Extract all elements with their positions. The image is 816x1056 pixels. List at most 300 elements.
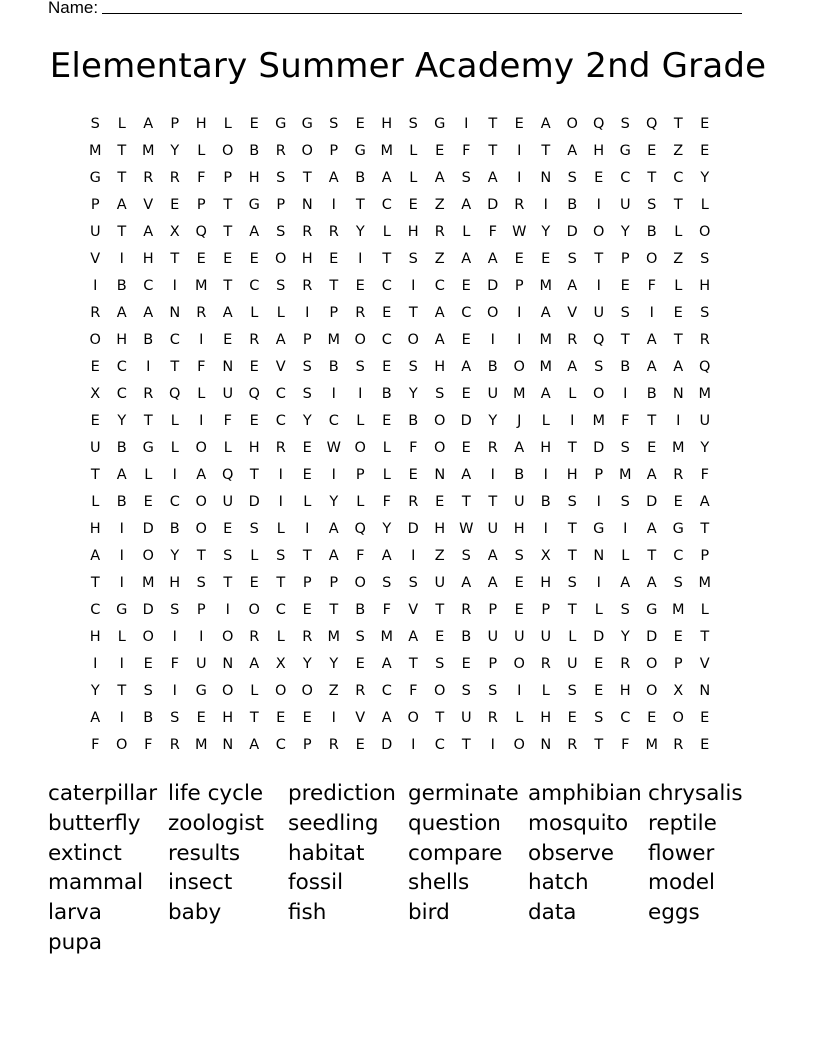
grid-letter: S (514, 548, 524, 564)
grid-letter: E (700, 710, 710, 726)
grid-letter: C (673, 170, 684, 186)
grid-letter: I (411, 548, 416, 564)
grid-letter: U (513, 494, 525, 510)
grid-letter: S (408, 575, 418, 591)
word-bank (48, 779, 768, 958)
grid-letter: P (541, 602, 551, 618)
grid-letter: S (594, 359, 604, 375)
grid-letter: T (673, 197, 683, 213)
name-underline (102, 12, 742, 14)
grid-letter: P (196, 602, 206, 618)
word-bank-item: fossil (288, 870, 344, 896)
grid-letter: B (567, 197, 578, 213)
grid-letter: R (434, 224, 445, 240)
grid-letter: G (195, 683, 207, 699)
grid-letter: I (119, 575, 124, 591)
grid-letter: P (196, 197, 206, 213)
grid-letter: A (487, 575, 498, 591)
grid-letter: I (119, 251, 124, 267)
grid-letter: I (331, 467, 336, 483)
grid-letter: V (355, 710, 366, 726)
grid-letter: M (539, 332, 552, 348)
grid-letter: A (222, 305, 233, 321)
grid-letter: U (540, 629, 552, 645)
grid-letter: B (487, 359, 498, 375)
grid-letter: Y (382, 521, 392, 537)
grid-letter: P (223, 170, 233, 186)
grid-letter: P (329, 305, 339, 321)
grid-letter: C (275, 737, 286, 753)
grid-letter: S (276, 224, 286, 240)
grid-letter: A (540, 386, 551, 402)
grid-letter: V (408, 602, 419, 618)
grid-letter: C (143, 278, 154, 294)
grid-letter: Y (408, 386, 418, 402)
grid-letter: E (700, 116, 710, 132)
grid-letter: L (594, 602, 603, 618)
grid-letter: A (116, 305, 127, 321)
grid-letter: I (596, 575, 601, 591)
grid-letter: X (169, 224, 180, 240)
grid-letter: O (354, 575, 366, 591)
grid-letter: V (90, 251, 101, 267)
grid-letter: A (673, 359, 684, 375)
word-bank-item: mosquito (528, 810, 629, 836)
grid-letter: T (90, 467, 100, 483)
grid-letter: C (169, 494, 180, 510)
grid-letter: S (329, 116, 339, 132)
grid-letter: G (89, 170, 101, 186)
grid-letter: A (620, 575, 631, 591)
grid-letter: V (275, 359, 286, 375)
grid-letter: A (381, 170, 392, 186)
grid-letter: E (700, 737, 710, 753)
grid-letter: R (487, 440, 498, 456)
grid-letter: M (380, 143, 393, 159)
grid-letter: A (434, 305, 445, 321)
grid-letter: T (647, 548, 657, 564)
grid-letter: I (464, 116, 469, 132)
grid-letter: L (356, 413, 365, 429)
grid-letter: L (91, 494, 100, 510)
grid-letter: D (593, 440, 605, 456)
grid-letter: O (434, 440, 446, 456)
grid-letter: Y (488, 413, 498, 429)
grid-letter: F (621, 737, 630, 753)
grid-letter: F (197, 170, 206, 186)
grid-letter: S (620, 305, 630, 321)
grid-letter: O (513, 737, 525, 753)
grid-letter: N (222, 656, 234, 672)
grid-letter: B (540, 494, 551, 510)
grid-letter: N (672, 386, 684, 402)
grid-letter: T (488, 116, 498, 132)
grid-letter: L (223, 440, 232, 456)
grid-letter: N (222, 737, 234, 753)
grid-letter: E (249, 359, 259, 375)
grid-letter: E (514, 602, 524, 618)
grid-letter: I (358, 386, 363, 402)
grid-letter: T (223, 197, 233, 213)
grid-letter: R (514, 197, 525, 213)
grid-letter: N (540, 737, 552, 753)
grid-letter: E (514, 251, 524, 267)
grid-letter: U (195, 656, 207, 672)
grid-letter: F (700, 467, 709, 483)
grid-letter: E (143, 656, 153, 672)
grid-letter: C (169, 332, 180, 348)
grid-letter: B (169, 521, 180, 537)
grid-letter: R (275, 143, 286, 159)
grid-letter: E (541, 251, 551, 267)
grid-letter: X (673, 683, 684, 699)
grid-letter: M (698, 575, 711, 591)
grid-letter: E (382, 359, 392, 375)
grid-letter: P (594, 467, 604, 483)
grid-letter: E (700, 143, 710, 159)
grid-letter: P (302, 332, 312, 348)
grid-letter: I (199, 629, 204, 645)
grid-letter: Q (195, 224, 207, 240)
grid-letter: D (487, 197, 499, 213)
grid-letter: F (462, 143, 471, 159)
word-bank-item: extinct (48, 840, 122, 866)
grid-letter: S (249, 521, 259, 537)
grid-letter: C (381, 332, 392, 348)
grid-letter: Q (593, 332, 605, 348)
grid-letter: T (355, 197, 365, 213)
grid-letter: E (355, 737, 365, 753)
grid-letter: T (117, 170, 127, 186)
grid-letter: I (543, 467, 548, 483)
word-bank-item: compare (408, 840, 503, 866)
grid-letter: S (461, 548, 471, 564)
grid-letter: U (699, 413, 711, 429)
grid-letter: I (490, 467, 495, 483)
grid-letter: E (461, 656, 471, 672)
grid-letter: T (620, 332, 630, 348)
grid-letter: N (169, 305, 181, 321)
grid-letter: E (461, 278, 471, 294)
grid-letter: U (222, 386, 234, 402)
grid-letter: F (91, 737, 100, 753)
grid-letter: S (673, 575, 683, 591)
grid-letter: T (435, 602, 445, 618)
grid-letter: W (326, 440, 341, 456)
grid-letter: O (354, 440, 366, 456)
grid-letter: T (488, 143, 498, 159)
grid-letter: G (354, 143, 366, 159)
grid-letter: I (358, 251, 363, 267)
grid-letter: S (170, 710, 180, 726)
grid-letter: O (354, 332, 366, 348)
grid-letter: A (249, 737, 260, 753)
grid-letter: R (143, 386, 154, 402)
grid-letter: C (381, 278, 392, 294)
grid-letter: L (541, 683, 550, 699)
grid-letter: I (119, 548, 124, 564)
grid-letter: A (461, 197, 472, 213)
grid-letter: A (540, 305, 551, 321)
grid-letter: O (275, 251, 287, 267)
grid-letter: I (278, 467, 283, 483)
grid-letter: A (461, 359, 472, 375)
grid-letter: R (328, 737, 339, 753)
grid-letter: O (646, 656, 658, 672)
grid-letter: L (144, 467, 153, 483)
grid-letter: R (302, 224, 313, 240)
grid-letter: T (249, 467, 259, 483)
grid-letter: M (327, 629, 340, 645)
grid-letter: O (142, 629, 154, 645)
grid-letter: L (223, 116, 232, 132)
grid-letter: S (435, 386, 445, 402)
grid-letter: U (89, 224, 101, 240)
word-bank-item: zoologist (168, 810, 264, 836)
grid-letter: P (276, 197, 286, 213)
grid-letter: Y (541, 224, 551, 240)
grid-letter: L (382, 467, 391, 483)
grid-letter: Q (593, 116, 605, 132)
grid-letter: Y (302, 656, 312, 672)
grid-letter: D (487, 278, 499, 294)
grid-letter: M (194, 278, 208, 294)
grid-letter: F (488, 224, 497, 240)
grid-letter: A (408, 629, 419, 645)
grid-letter: Q (222, 467, 234, 483)
grid-letter: O (434, 413, 446, 429)
grid-letter: H (540, 710, 552, 726)
grid-letter: X (540, 548, 551, 564)
grid-letter: M (141, 575, 155, 591)
grid-letter: I (623, 521, 628, 537)
grid-letter: L (197, 386, 206, 402)
grid-letter: E (355, 278, 365, 294)
grid-letter: M (592, 413, 605, 429)
grid-letter: L (700, 197, 709, 213)
grid-letter: O (646, 251, 658, 267)
grid-letter: L (568, 629, 577, 645)
grid-letter: R (302, 278, 313, 294)
grid-letter: E (461, 332, 471, 348)
name-label: Name: (48, 0, 99, 17)
grid-letter: Y (329, 656, 339, 672)
grid-letter: L (303, 494, 312, 510)
grid-letter: L (515, 710, 524, 726)
grid-letter: T (567, 521, 577, 537)
grid-letter: C (116, 386, 127, 402)
grid-letter: Q (169, 386, 181, 402)
grid-letter: U (222, 494, 234, 510)
grid-letter: G (672, 521, 684, 537)
grid-letter: R (355, 305, 366, 321)
grid-letter: T (488, 494, 498, 510)
word-bank-item: shells (408, 870, 470, 896)
grid-letter: M (327, 332, 340, 348)
grid-letter: S (620, 440, 630, 456)
grid-letter: D (381, 737, 393, 753)
grid-letter: B (646, 386, 657, 402)
grid-letter: R (169, 737, 180, 753)
grid-letter: H (381, 116, 393, 132)
grid-letter: S (620, 494, 630, 510)
grid-letter: B (381, 386, 392, 402)
grid-letter: U (487, 386, 499, 402)
grid-letter: Y (355, 224, 365, 240)
name-field (48, 0, 742, 18)
grid-letter: G (646, 602, 658, 618)
grid-letter: A (196, 467, 207, 483)
grid-letter: H (222, 710, 234, 726)
grid-letter: U (89, 440, 101, 456)
grid-letter: T (673, 116, 683, 132)
grid-letter: F (382, 494, 391, 510)
grid-letter: T (276, 575, 286, 591)
grid-letter: E (673, 305, 683, 321)
grid-letter: E (302, 710, 312, 726)
grid-letter: S (488, 683, 498, 699)
grid-letter: A (699, 494, 710, 510)
grid-letter: P (302, 575, 312, 591)
grid-letter: U (460, 710, 472, 726)
grid-letter: S (355, 359, 365, 375)
grid-letter: I (172, 278, 177, 294)
grid-letter: L (462, 224, 471, 240)
grid-letter: I (543, 197, 548, 213)
grid-letter: B (408, 413, 419, 429)
grid-letter: T (647, 413, 657, 429)
grid-letter: R (169, 170, 180, 186)
grid-letter: A (381, 656, 392, 672)
grid-letter: O (195, 521, 207, 537)
grid-letter: L (250, 305, 259, 321)
grid-letter: L (117, 116, 126, 132)
word-bank-item: flower (648, 840, 715, 866)
grid-letter: S (435, 656, 445, 672)
grid-letter: R (355, 683, 366, 699)
grid-letter: E (382, 413, 392, 429)
grid-letter: D (593, 629, 605, 645)
grid-letter: D (566, 224, 578, 240)
grid-letter: H (248, 440, 260, 456)
grid-letter: A (461, 467, 472, 483)
grid-letter: I (199, 413, 204, 429)
word-bank-item: baby (168, 900, 222, 926)
grid-letter: E (249, 575, 259, 591)
grid-letter: R (249, 332, 260, 348)
grid-letter: S (700, 305, 710, 321)
grid-letter: S (461, 170, 471, 186)
grid-letter: E (143, 494, 153, 510)
grid-letter: A (381, 548, 392, 564)
grid-letter: I (517, 332, 522, 348)
grid-letter: A (90, 548, 101, 564)
grid-letter: V (699, 656, 710, 672)
grid-letter: S (567, 494, 577, 510)
grid-letter: R (540, 656, 551, 672)
grid-letter: S (223, 548, 233, 564)
grid-letter: Z (328, 683, 339, 699)
grid-letter: D (460, 413, 472, 429)
grid-letter: Z (673, 143, 684, 159)
grid-letter: A (249, 224, 260, 240)
grid-letter: A (90, 710, 101, 726)
grid-letter: F (223, 413, 232, 429)
grid-letter: Z (434, 548, 445, 564)
grid-letter: C (90, 602, 101, 618)
grid-letter: G (275, 116, 287, 132)
grid-letter: E (435, 629, 445, 645)
grid-letter: S (408, 116, 418, 132)
grid-letter: R (143, 170, 154, 186)
grid-letter: F (197, 359, 206, 375)
grid-letter: Z (434, 251, 445, 267)
grid-letter: B (646, 224, 657, 240)
grid-letter: C (620, 710, 631, 726)
grid-letter: R (275, 440, 286, 456)
grid-letter: C (249, 278, 260, 294)
grid-letter: A (328, 170, 339, 186)
grid-letter: T (567, 548, 577, 564)
grid-letter: A (567, 359, 578, 375)
grid-letter: S (143, 683, 153, 699)
grid-letter: I (331, 386, 336, 402)
grid-letter: T (196, 548, 206, 564)
grid-letter: W (459, 521, 474, 537)
grid-letter: I (119, 521, 124, 537)
grid-letter: H (566, 467, 578, 483)
grid-letter: T (673, 332, 683, 348)
grid-letter: T (223, 278, 233, 294)
grid-letter: A (514, 440, 525, 456)
grid-letter: G (142, 440, 154, 456)
grid-letter: H (434, 521, 446, 537)
grid-letter: L (409, 170, 418, 186)
grid-letter: H (301, 251, 313, 267)
grid-letter: A (567, 143, 578, 159)
grid-letter: A (143, 116, 154, 132)
grid-letter: O (513, 359, 525, 375)
grid-letter: I (490, 332, 495, 348)
grid-letter: E (249, 251, 259, 267)
grid-letter: I (411, 737, 416, 753)
grid-letter: Q (699, 359, 711, 375)
grid-letter: R (567, 737, 578, 753)
grid-letter: R (620, 656, 631, 672)
grid-letter: E (90, 359, 100, 375)
grid-letter: A (381, 710, 392, 726)
grid-letter: S (567, 575, 577, 591)
grid-letter: S (170, 602, 180, 618)
grid-letter: E (90, 413, 100, 429)
grid-letter: P (700, 548, 710, 564)
grid-letter: T (117, 143, 127, 159)
grid-letter: T (461, 737, 471, 753)
grid-letter: T (700, 521, 710, 537)
page-title: Elementary Summer Academy 2nd Grade (49, 46, 767, 86)
grid-letter: P (90, 197, 100, 213)
grid-letter: G (434, 116, 446, 132)
grid-letter: B (620, 359, 631, 375)
grid-letter: E (249, 116, 259, 132)
grid-letter: I (543, 521, 548, 537)
grid-letter: Y (700, 440, 710, 456)
grid-letter: T (567, 440, 577, 456)
grid-letter: H (142, 251, 154, 267)
grid-letter: S (461, 683, 471, 699)
grid-letter: R (196, 305, 207, 321)
grid-letter: G (593, 521, 605, 537)
